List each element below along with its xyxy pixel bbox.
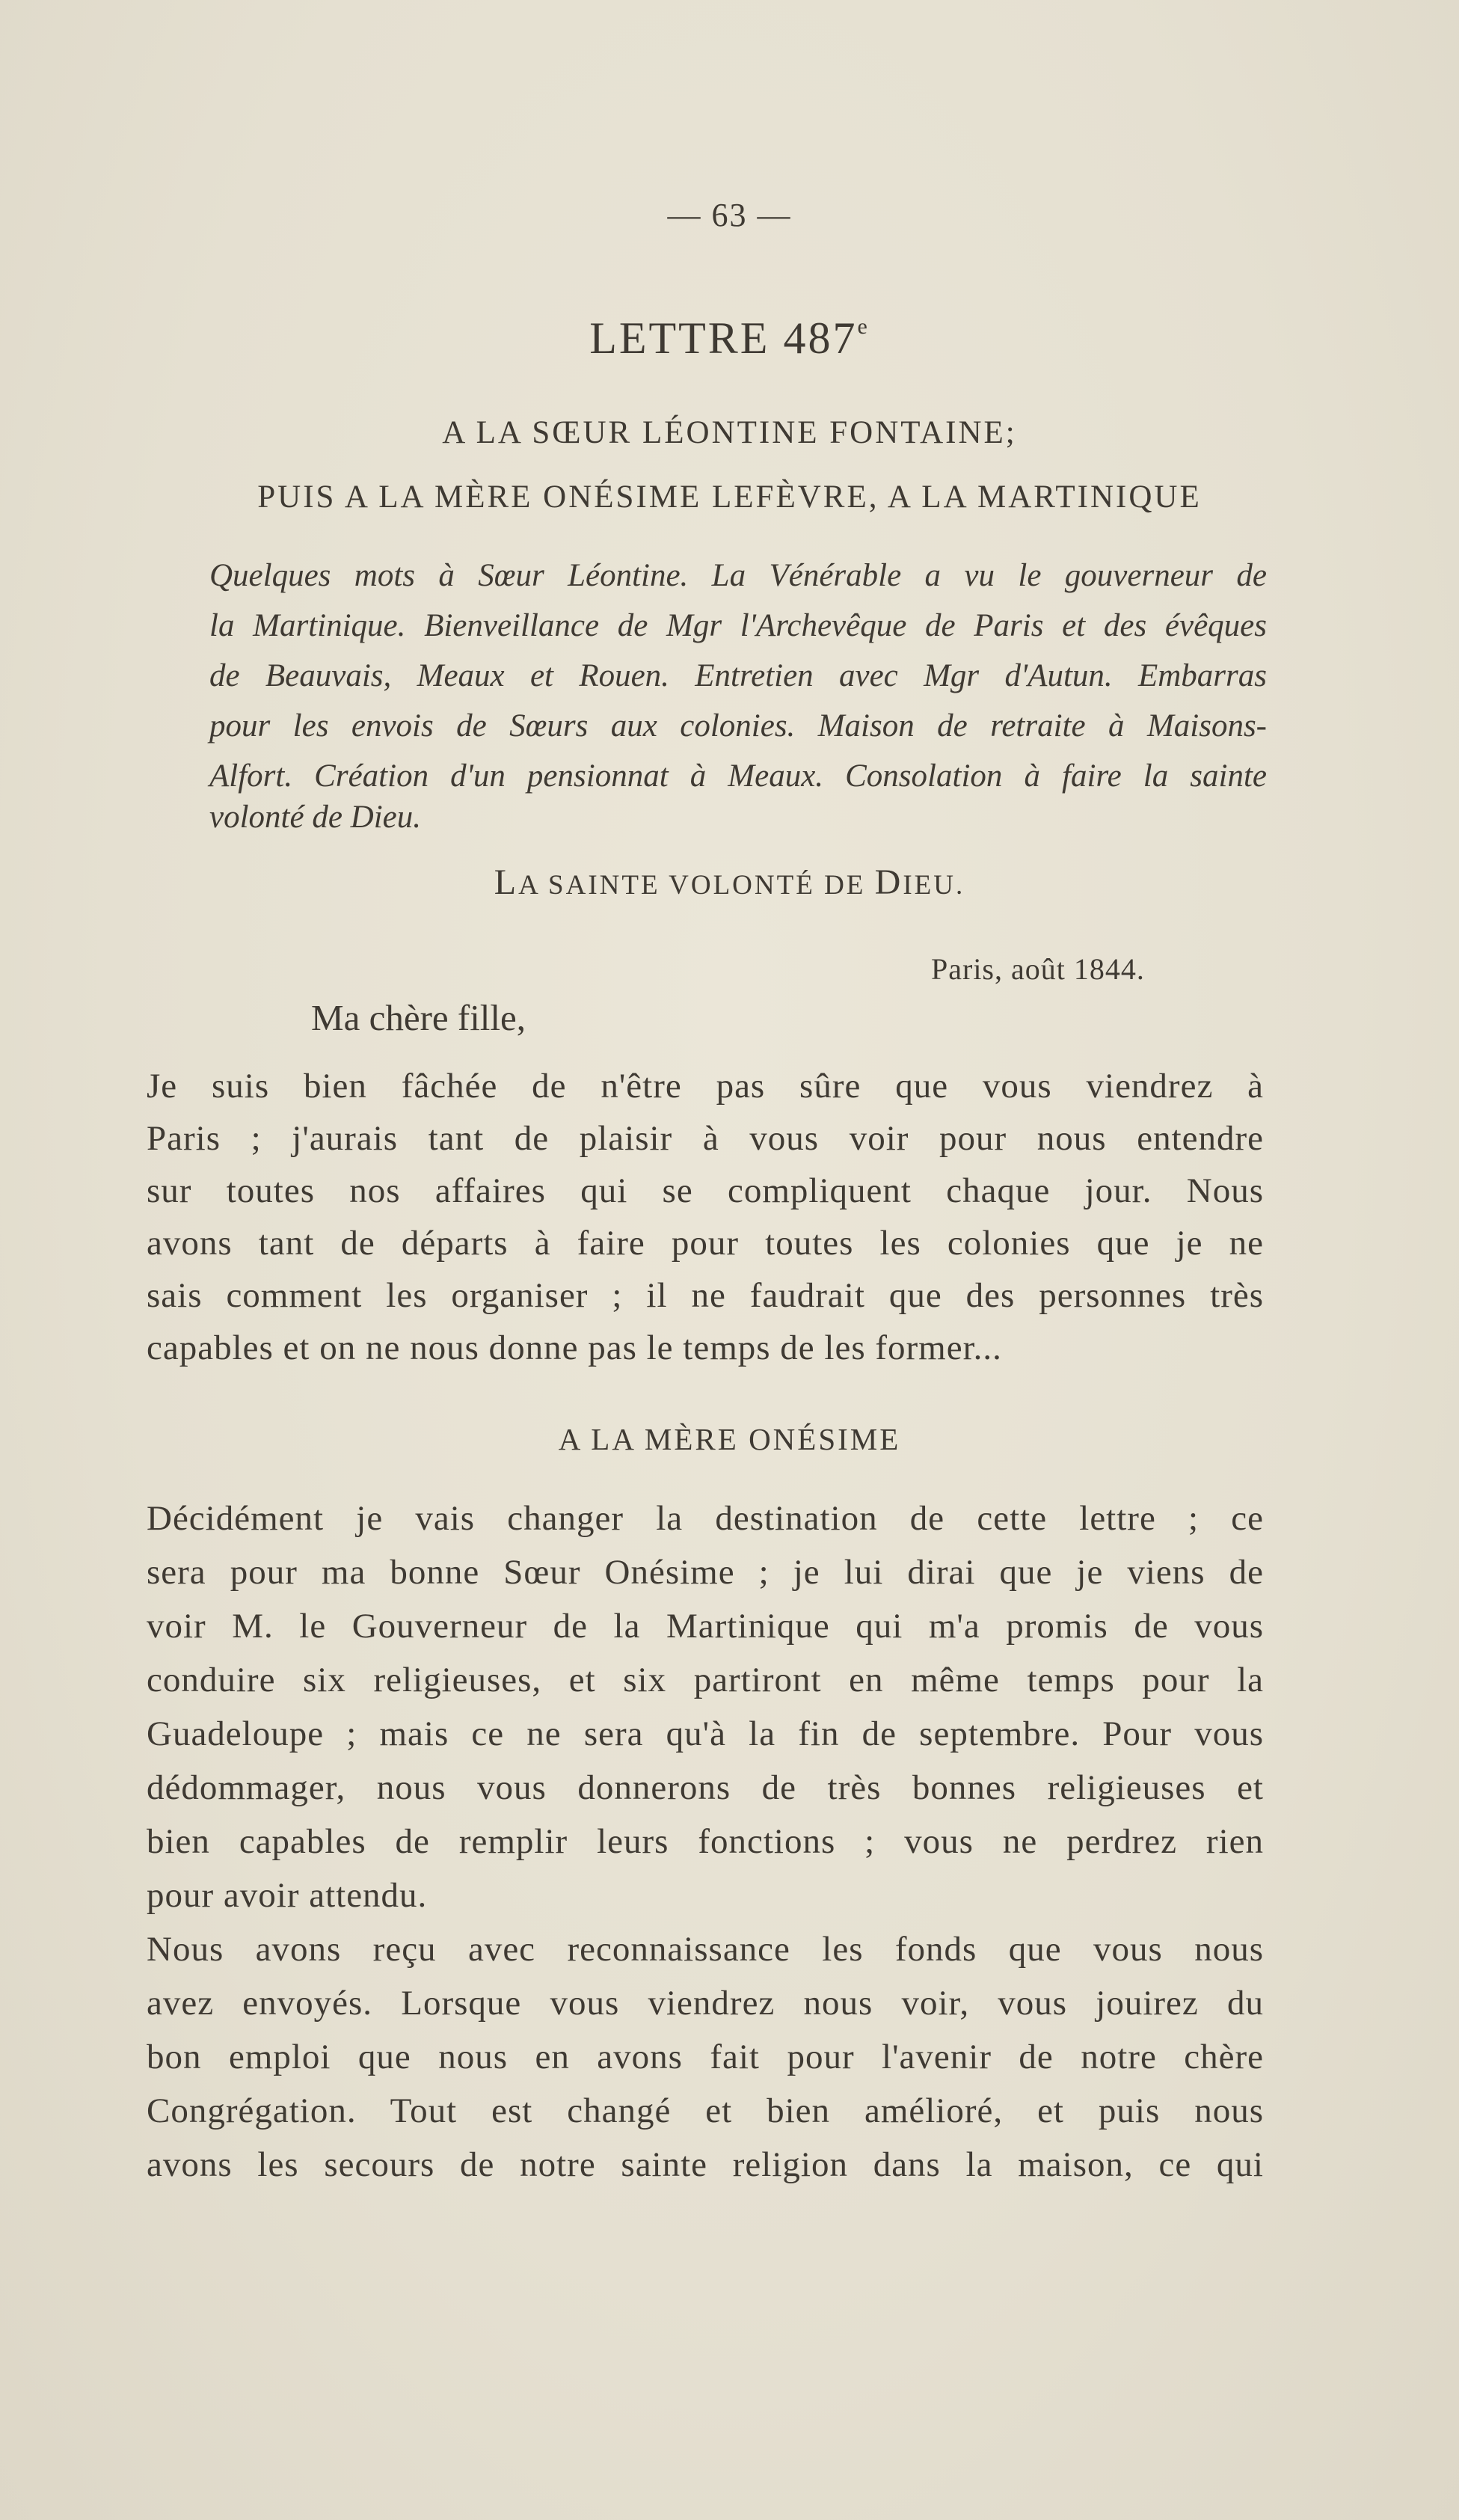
summary-line: Quelques mots à Sœur Léontine. La Vénérable a vu le gouverneur de	[209, 558, 1267, 593]
body-line: conduire six religieuses, et six partiront en même temps pour la	[147, 1661, 1264, 1699]
letter-title-text: LETTRE 487	[589, 313, 858, 363]
section-heading-cap: L	[494, 862, 519, 902]
salutation: Ma chère fille,	[311, 997, 526, 1038]
section-heading-small: A SAINTE VOLONTÉ DE	[518, 870, 875, 901]
letter-title-suffix: e	[857, 314, 870, 339]
body-line: Paris ; j'aurais tant de plaisir à vous voir pour nous entendre	[147, 1119, 1264, 1158]
address-line-2: PUIS A LA MÈRE ONÉSIME LEFÈVRE, A LA MARTINIQUE	[257, 479, 1202, 515]
section-heading	[0, 862, 1459, 903]
subheading: A LA MÈRE ONÉSIME	[558, 1422, 901, 1456]
summary-line: la Martinique. Bienveillance de Mgr l'Archevêque de Paris et des évêques	[209, 608, 1267, 643]
body-line: Décidément je vais changer la destination de cette lettre ; ce	[147, 1499, 1264, 1538]
letter-title	[0, 313, 1459, 364]
section-heading-small: IEU.	[903, 870, 965, 901]
body-line: voir M. le Gouverneur de la Martinique qui m'a promis de vous	[147, 1607, 1264, 1646]
date-line: Paris, août 1844.	[931, 952, 1145, 986]
summary-line: de Beauvais, Meaux et Rouen. Entretien avec Mgr d'Autun. Embarras	[209, 658, 1267, 693]
summary-line: pour les envois de Sœurs aux colonies. Maison de retraite à Maisons-	[209, 708, 1267, 744]
body-line: Nous avons reçu avec reconnaissance les fonds que vous nous	[147, 1930, 1264, 1969]
body-line: capables et on ne nous donne pas le temps de les former...	[147, 1328, 1002, 1367]
body-line: Guadeloupe ; mais ce ne sera qu'à la fin de septembre. Pour vous	[147, 1714, 1264, 1753]
body-line: sais comment les organiser ; il ne faudrait que des personnes très	[147, 1276, 1264, 1315]
body-line: sera pour ma bonne Sœur Onésime ; je lui dirai que je viens de	[147, 1553, 1264, 1592]
body-line: avons tant de départs à faire pour toutes les colonies que je ne	[147, 1224, 1264, 1263]
summary-line: Alfort. Création d'un pensionnat à Meaux. Consolation à faire la sainte	[209, 758, 1267, 794]
section-heading-cap: D	[874, 862, 903, 902]
page-number: — 63 —	[667, 197, 792, 233]
body-line: pour avoir attendu.	[147, 1876, 428, 1915]
body-line: bien capables de remplir leurs fonctions ; vous ne perdrez rien	[147, 1822, 1264, 1861]
body-line: bon emploi que nous en avons fait pour l'avenir de notre chère	[147, 2038, 1264, 2076]
summary-line: volonté de Dieu.	[209, 800, 421, 835]
body-line: dédommager, nous vous donnerons de très bonnes religieuses et	[147, 1768, 1264, 1807]
body-line: avez envoyés. Lorsque vous viendrez nous voir, vous jouirez du	[147, 1984, 1264, 2023]
address-line-1: A LA SŒUR LÉONTINE FONTAINE;	[442, 415, 1017, 450]
body-line: Congrégation. Tout est changé et bien amélioré, et puis nous	[147, 2091, 1264, 2130]
body-line: sur toutes nos affaires qui se compliquent chaque jour. Nous	[147, 1171, 1264, 1210]
body-line: avons les secours de notre sainte religion dans la maison, ce qui	[147, 2145, 1264, 2184]
body-line: Je suis bien fâchée de n'être pas sûre que vous viendrez à	[147, 1067, 1264, 1106]
